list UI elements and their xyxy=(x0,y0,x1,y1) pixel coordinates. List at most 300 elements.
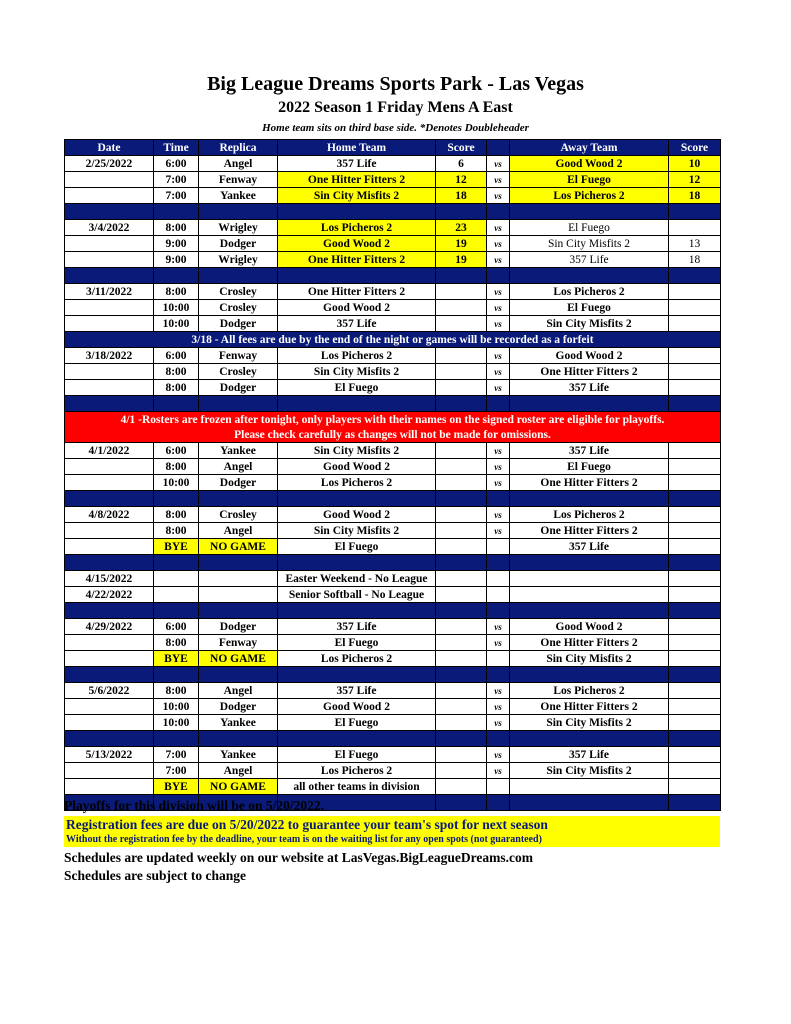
away-team-cell: Good Wood 2 xyxy=(510,156,669,172)
away-team-cell: One Hitter Fitters 2 xyxy=(510,523,669,539)
vs-cell: vs xyxy=(487,523,510,539)
roster-alert-text: Please check carefully as changes will not be made for omissions. xyxy=(65,427,721,443)
time-cell: 7:00 xyxy=(154,188,199,204)
vs-cell: vs xyxy=(487,364,510,380)
replica-cell: Angel xyxy=(199,459,278,475)
home-score-cell xyxy=(436,619,487,635)
separator-cell xyxy=(510,731,669,747)
vs-cell: vs xyxy=(487,300,510,316)
date-cell xyxy=(65,252,154,268)
vs-cell: vs xyxy=(487,220,510,236)
vs-cell xyxy=(487,651,510,667)
game-row xyxy=(65,523,721,539)
separator-cell xyxy=(154,396,199,412)
home-score-cell xyxy=(436,380,487,396)
home-team-cell: Los Picheros 2 xyxy=(278,220,436,236)
replica-cell: Crosley xyxy=(199,284,278,300)
page-title: Big League Dreams Sports Park - Las Vegas xyxy=(207,73,584,95)
home-team-cell: One Hitter Fitters 2 xyxy=(278,284,436,300)
time-cell: 10:00 xyxy=(154,475,199,491)
game-row xyxy=(65,779,721,795)
time-cell: 7:00 xyxy=(154,747,199,763)
replica-cell: Fenway xyxy=(199,635,278,651)
away-team-cell: Los Picheros 2 xyxy=(510,507,669,523)
home-team-cell: El Fuego xyxy=(278,715,436,731)
change-note: Schedules are subject to change xyxy=(64,868,246,883)
replica-cell: NO GAME xyxy=(199,651,278,667)
separator-cell xyxy=(199,396,278,412)
column-header-time: Time xyxy=(154,140,199,156)
away-score-cell xyxy=(669,220,721,236)
time-cell: 7:00 xyxy=(154,172,199,188)
time-cell: 10:00 xyxy=(154,699,199,715)
replica-cell xyxy=(199,571,278,587)
away-team-cell: Los Picheros 2 xyxy=(510,188,669,204)
vs-cell: vs xyxy=(487,475,510,491)
time-cell: 8:00 xyxy=(154,523,199,539)
home-team-cell: One Hitter Fitters 2 xyxy=(278,252,436,268)
home-team-cell: One Hitter Fitters 2 xyxy=(278,172,436,188)
date-cell: 3/4/2022 xyxy=(65,220,154,236)
time-cell: 9:00 xyxy=(154,236,199,252)
vs-cell: vs xyxy=(487,172,510,188)
date-cell xyxy=(65,651,154,667)
separator-cell xyxy=(436,204,487,220)
home-score-cell xyxy=(436,587,487,603)
away-score-cell xyxy=(669,316,721,332)
date-cell xyxy=(65,523,154,539)
game-row xyxy=(65,156,721,172)
time-cell: 8:00 xyxy=(154,364,199,380)
separator-cell xyxy=(154,268,199,284)
game-row xyxy=(65,172,721,188)
separator-cell xyxy=(65,667,154,683)
replica-cell: Crosley xyxy=(199,364,278,380)
away-team-cell xyxy=(510,571,669,587)
away-score-cell: 12 xyxy=(669,172,721,188)
game-row xyxy=(65,587,721,603)
home-score-cell xyxy=(436,635,487,651)
separator-cell xyxy=(436,731,487,747)
separator-cell xyxy=(436,667,487,683)
week-separator-row xyxy=(65,667,721,683)
away-team-cell: El Fuego xyxy=(510,220,669,236)
replica-cell: Yankee xyxy=(199,443,278,459)
separator-cell xyxy=(510,491,669,507)
away-team-cell: Sin City Misfits 2 xyxy=(510,651,669,667)
away-score-cell xyxy=(669,539,721,555)
home-team-cell: Good Wood 2 xyxy=(278,459,436,475)
time-cell: BYE xyxy=(154,779,199,795)
away-score-cell xyxy=(669,364,721,380)
registration-block xyxy=(64,816,720,847)
separator-cell xyxy=(510,555,669,571)
replica-cell: Dodger xyxy=(199,619,278,635)
game-row xyxy=(65,539,721,555)
replica-cell: Wrigley xyxy=(199,220,278,236)
separator-cell xyxy=(669,667,721,683)
date-cell xyxy=(65,316,154,332)
separator-cell xyxy=(487,731,510,747)
vs-cell: vs xyxy=(487,507,510,523)
replica-cell: Wrigley xyxy=(199,252,278,268)
separator-cell xyxy=(65,731,154,747)
home-score-cell: 6 xyxy=(436,156,487,172)
away-score-cell xyxy=(669,779,721,795)
separator-cell xyxy=(669,268,721,284)
replica-cell: Crosley xyxy=(199,507,278,523)
vs-cell: vs xyxy=(487,156,510,172)
away-team-cell: 357 Life xyxy=(510,443,669,459)
game-row xyxy=(65,364,721,380)
away-team-cell: Good Wood 2 xyxy=(510,619,669,635)
vs-cell: vs xyxy=(487,252,510,268)
date-cell xyxy=(65,715,154,731)
home-team-cell: all other teams in division xyxy=(278,779,436,795)
separator-cell xyxy=(65,204,154,220)
separator-cell xyxy=(199,667,278,683)
home-team-cell: Sin City Misfits 2 xyxy=(278,443,436,459)
away-score-cell xyxy=(669,651,721,667)
replica-cell: NO GAME xyxy=(199,779,278,795)
game-row xyxy=(65,651,721,667)
replica-cell: Dodger xyxy=(199,699,278,715)
separator-cell xyxy=(199,555,278,571)
home-team-cell: Senior Softball - No League xyxy=(278,587,436,603)
registration-note: Registration fees are due on 5/20/2022 to guarantee your team's spot for next season xyxy=(66,817,548,832)
time-cell: 10:00 xyxy=(154,715,199,731)
home-score-cell: 19 xyxy=(436,252,487,268)
home-score-cell xyxy=(436,348,487,364)
footer xyxy=(64,797,720,885)
separator-cell xyxy=(278,731,436,747)
separator-cell xyxy=(199,491,278,507)
separator-cell xyxy=(154,731,199,747)
time-cell: 9:00 xyxy=(154,252,199,268)
time-cell: 10:00 xyxy=(154,316,199,332)
column-header-away-score: Score xyxy=(669,140,721,156)
separator-cell xyxy=(436,268,487,284)
replica-cell: Yankee xyxy=(199,747,278,763)
date-cell xyxy=(65,172,154,188)
home-score-cell xyxy=(436,300,487,316)
away-score-cell xyxy=(669,635,721,651)
home-team-cell: Sin City Misfits 2 xyxy=(278,364,436,380)
time-cell: 8:00 xyxy=(154,380,199,396)
game-row xyxy=(65,763,721,779)
date-cell: 3/11/2022 xyxy=(65,284,154,300)
home-score-cell xyxy=(436,443,487,459)
column-header-vs xyxy=(487,140,510,156)
away-score-cell xyxy=(669,459,721,475)
date-cell xyxy=(65,475,154,491)
away-score-cell: 13 xyxy=(669,236,721,252)
replica-cell: Dodger xyxy=(199,380,278,396)
vs-cell xyxy=(487,779,510,795)
home-team-cell: El Fuego xyxy=(278,747,436,763)
away-score-cell xyxy=(669,763,721,779)
separator-cell xyxy=(65,491,154,507)
away-team-cell: El Fuego xyxy=(510,172,669,188)
time-cell: 6:00 xyxy=(154,443,199,459)
home-team-note: Home team sits on third base side. *Denotes Doubleheader xyxy=(262,122,529,134)
roster-alert-text: 4/1 -Rosters are frozen after tonight, only players with their names on the signed roster are eligible for playoffs. xyxy=(65,412,721,428)
playoffs-note: Playoffs for this division will be on 5/20/2022. xyxy=(64,798,325,813)
game-row xyxy=(65,284,721,300)
home-score-cell xyxy=(436,316,487,332)
game-row xyxy=(65,715,721,731)
week-separator-row xyxy=(65,204,721,220)
away-team-cell: 357 Life xyxy=(510,252,669,268)
home-score-cell xyxy=(436,475,487,491)
separator-cell xyxy=(510,603,669,619)
separator-cell xyxy=(510,667,669,683)
home-team-cell: Los Picheros 2 xyxy=(278,348,436,364)
date-cell: 5/6/2022 xyxy=(65,683,154,699)
replica-cell: Yankee xyxy=(199,188,278,204)
separator-cell xyxy=(154,491,199,507)
week-separator-row xyxy=(65,268,721,284)
roster-alert-row xyxy=(65,427,721,443)
home-team-cell: Easter Weekend - No League xyxy=(278,571,436,587)
game-row xyxy=(65,252,721,268)
game-row xyxy=(65,188,721,204)
home-team-cell: 357 Life xyxy=(278,683,436,699)
away-score-cell xyxy=(669,587,721,603)
game-row xyxy=(65,475,721,491)
home-team-cell: Good Wood 2 xyxy=(278,507,436,523)
home-team-cell: Sin City Misfits 2 xyxy=(278,523,436,539)
home-score-cell xyxy=(436,699,487,715)
home-score-cell xyxy=(436,284,487,300)
vs-cell xyxy=(487,539,510,555)
separator-cell xyxy=(510,204,669,220)
date-cell: 3/18/2022 xyxy=(65,348,154,364)
time-cell xyxy=(154,571,199,587)
away-team-cell: Sin City Misfits 2 xyxy=(510,236,669,252)
date-cell: 4/29/2022 xyxy=(65,619,154,635)
time-cell: 6:00 xyxy=(154,156,199,172)
time-cell xyxy=(154,587,199,603)
away-score-cell xyxy=(669,571,721,587)
away-team-cell: Los Picheros 2 xyxy=(510,683,669,699)
time-cell: 6:00 xyxy=(154,619,199,635)
separator-cell xyxy=(487,268,510,284)
home-team-cell: El Fuego xyxy=(278,380,436,396)
vs-cell: vs xyxy=(487,715,510,731)
home-team-cell: Los Picheros 2 xyxy=(278,763,436,779)
separator-cell xyxy=(487,603,510,619)
separator-cell xyxy=(154,667,199,683)
week-separator-row xyxy=(65,731,721,747)
schedule-table xyxy=(64,139,721,811)
game-row xyxy=(65,459,721,475)
separator-cell xyxy=(487,555,510,571)
week-separator-row xyxy=(65,396,721,412)
vs-cell xyxy=(487,571,510,587)
vs-cell: vs xyxy=(487,236,510,252)
away-team-cell: One Hitter Fitters 2 xyxy=(510,635,669,651)
replica-cell: Dodger xyxy=(199,236,278,252)
separator-cell xyxy=(154,603,199,619)
away-team-cell: Good Wood 2 xyxy=(510,348,669,364)
separator-cell xyxy=(278,603,436,619)
separator-cell xyxy=(436,491,487,507)
vs-cell: vs xyxy=(487,683,510,699)
separator-cell xyxy=(487,667,510,683)
away-team-cell: One Hitter Fitters 2 xyxy=(510,475,669,491)
away-score-cell xyxy=(669,715,721,731)
away-team-cell: 357 Life xyxy=(510,747,669,763)
home-team-cell: Los Picheros 2 xyxy=(278,475,436,491)
replica-cell: Fenway xyxy=(199,172,278,188)
separator-cell xyxy=(199,731,278,747)
column-header-home-team: Home Team xyxy=(278,140,436,156)
roster-alert-row xyxy=(65,412,721,428)
away-score-cell xyxy=(669,475,721,491)
home-score-cell xyxy=(436,779,487,795)
home-score-cell xyxy=(436,507,487,523)
away-score-cell xyxy=(669,619,721,635)
date-cell xyxy=(65,635,154,651)
home-team-cell: 357 Life xyxy=(278,316,436,332)
separator-cell xyxy=(199,204,278,220)
away-team-cell xyxy=(510,779,669,795)
separator-cell xyxy=(487,491,510,507)
vs-cell: vs xyxy=(487,619,510,635)
time-cell: 8:00 xyxy=(154,459,199,475)
home-team-cell: Good Wood 2 xyxy=(278,699,436,715)
home-score-cell xyxy=(436,763,487,779)
page-subtitle: 2022 Season 1 Friday Mens A East xyxy=(278,99,513,116)
separator-cell xyxy=(65,396,154,412)
away-team-cell: El Fuego xyxy=(510,459,669,475)
waiting-list-note: Without the registration fee by the deadline, your team is on the waiting list for any open spots (not guaranteed) xyxy=(66,834,542,845)
vs-cell: vs xyxy=(487,635,510,651)
home-team-cell: El Fuego xyxy=(278,635,436,651)
separator-cell xyxy=(669,603,721,619)
home-score-cell xyxy=(436,683,487,699)
separator-cell xyxy=(199,603,278,619)
date-cell: 4/1/2022 xyxy=(65,443,154,459)
date-cell xyxy=(65,188,154,204)
home-score-cell: 12 xyxy=(436,172,487,188)
home-team-cell: Los Picheros 2 xyxy=(278,651,436,667)
column-header-away-team: Away Team xyxy=(510,140,669,156)
vs-cell: vs xyxy=(487,316,510,332)
game-row xyxy=(65,747,721,763)
separator-cell xyxy=(278,667,436,683)
time-cell: 8:00 xyxy=(154,284,199,300)
separator-cell xyxy=(65,268,154,284)
replica-cell: Crosley xyxy=(199,300,278,316)
away-score-cell: 18 xyxy=(669,252,721,268)
date-cell xyxy=(65,539,154,555)
game-row xyxy=(65,236,721,252)
away-score-cell xyxy=(669,683,721,699)
week-separator-row xyxy=(65,491,721,507)
column-header-date: Date xyxy=(65,140,154,156)
replica-cell: Angel xyxy=(199,523,278,539)
date-cell xyxy=(65,236,154,252)
home-team-cell: 357 Life xyxy=(278,619,436,635)
separator-cell xyxy=(669,204,721,220)
away-score-cell: 10 xyxy=(669,156,721,172)
week-separator-row xyxy=(65,555,721,571)
away-score-cell: 18 xyxy=(669,188,721,204)
game-row xyxy=(65,348,721,364)
fee-notice-row xyxy=(65,332,721,348)
replica-cell: Fenway xyxy=(199,348,278,364)
schedule-body xyxy=(65,156,721,811)
game-row xyxy=(65,571,721,587)
replica-cell: Dodger xyxy=(199,316,278,332)
game-row xyxy=(65,443,721,459)
away-score-cell xyxy=(669,747,721,763)
column-header-home-score: Score xyxy=(436,140,487,156)
separator-cell xyxy=(65,603,154,619)
date-cell xyxy=(65,459,154,475)
home-team-cell: Good Wood 2 xyxy=(278,236,436,252)
replica-cell: Yankee xyxy=(199,715,278,731)
date-cell: 5/13/2022 xyxy=(65,747,154,763)
replica-cell xyxy=(199,587,278,603)
away-team-cell: El Fuego xyxy=(510,300,669,316)
home-score-cell xyxy=(436,459,487,475)
game-row xyxy=(65,220,721,236)
away-team-cell: Los Picheros 2 xyxy=(510,284,669,300)
away-score-cell xyxy=(669,443,721,459)
vs-cell: vs xyxy=(487,459,510,475)
home-score-cell: 18 xyxy=(436,188,487,204)
away-team-cell: 357 Life xyxy=(510,380,669,396)
away-team-cell: Sin City Misfits 2 xyxy=(510,316,669,332)
time-cell: 6:00 xyxy=(154,348,199,364)
away-score-cell xyxy=(669,523,721,539)
time-cell: 8:00 xyxy=(154,220,199,236)
home-score-cell xyxy=(436,715,487,731)
separator-cell xyxy=(65,555,154,571)
time-cell: 8:00 xyxy=(154,635,199,651)
replica-cell: Angel xyxy=(199,683,278,699)
separator-cell xyxy=(669,731,721,747)
away-score-cell xyxy=(669,380,721,396)
replica-cell: NO GAME xyxy=(199,539,278,555)
separator-cell xyxy=(436,555,487,571)
time-cell: BYE xyxy=(154,651,199,667)
away-score-cell xyxy=(669,284,721,300)
away-team-cell: One Hitter Fitters 2 xyxy=(510,364,669,380)
separator-cell xyxy=(199,268,278,284)
home-score-cell xyxy=(436,571,487,587)
fee-notice-text: 3/18 - All fees are due by the end of the night or games will be recorded as a forfeit xyxy=(65,332,721,348)
vs-cell: vs xyxy=(487,763,510,779)
time-cell: 8:00 xyxy=(154,507,199,523)
time-cell: BYE xyxy=(154,539,199,555)
website-note: Schedules are updated weekly on our website at LasVegas.BigLeagueDreams.com xyxy=(64,850,534,865)
separator-cell xyxy=(669,555,721,571)
separator-cell xyxy=(669,491,721,507)
time-cell: 7:00 xyxy=(154,763,199,779)
separator-cell xyxy=(436,603,487,619)
game-row xyxy=(65,507,721,523)
game-row xyxy=(65,683,721,699)
date-cell: 2/25/2022 xyxy=(65,156,154,172)
home-score-cell: 19 xyxy=(436,236,487,252)
home-score-cell xyxy=(436,747,487,763)
game-row xyxy=(65,316,721,332)
separator-cell xyxy=(278,555,436,571)
